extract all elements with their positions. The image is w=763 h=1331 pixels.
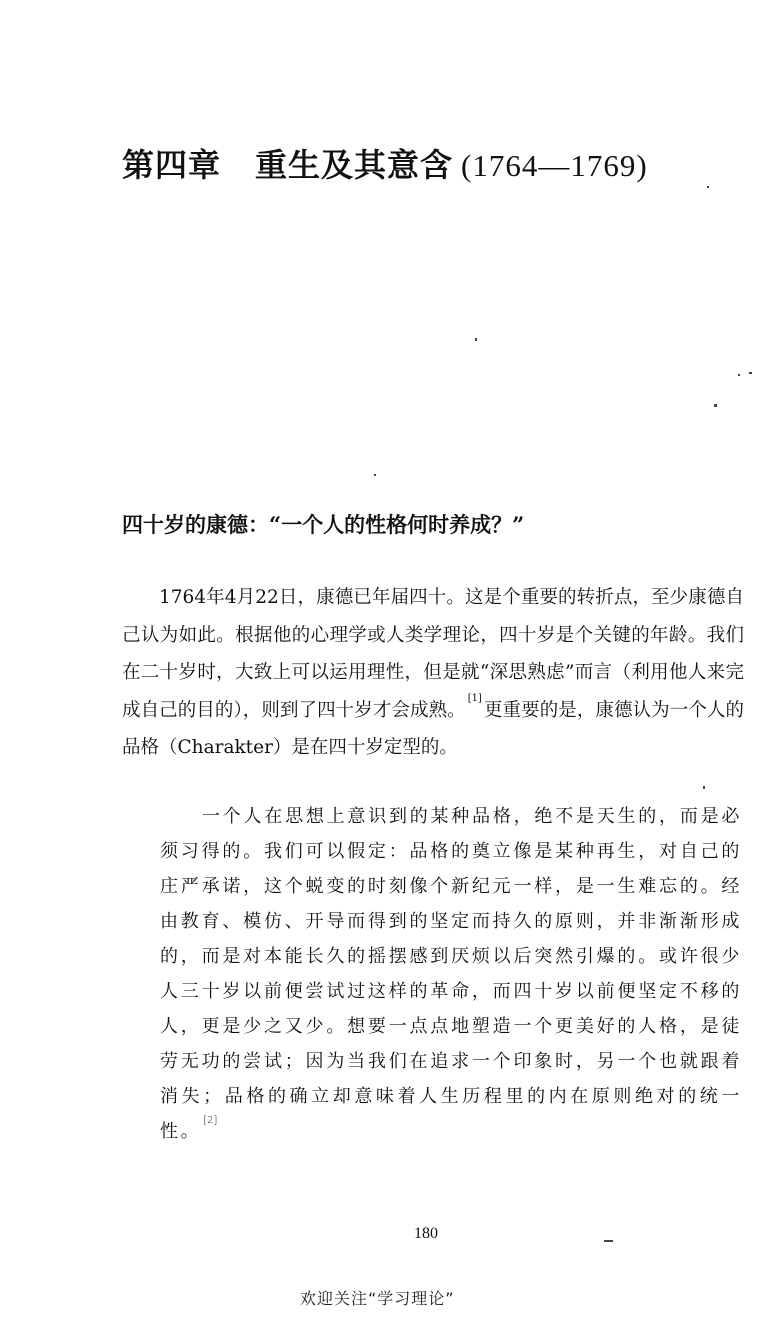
scan-speck [749, 372, 752, 374]
footnote-ref-1[interactable]: [1] [467, 692, 482, 704]
chapter-title [122, 140, 648, 186]
section-heading: 四十岁的康德：“一个人的性格何时养成？” [122, 512, 525, 537]
scan-speck [703, 786, 705, 789]
quote-text: 一个人在思想上意识到的某种品格，绝不是天生的，而是必须习得的。我们可以假定：品格的奠立像是某种再生，对自己的庄严承诺，这个蜕变的时刻像个新纪元一样，是一生难忘的。经由教育、模仿、开导而得到的坚定而持久的原则，并非渐渐形成的，而是对本能长久的摇摆感到厌烦以后突然引爆的。或许很少人三十岁以前便尝试过这样的革命，而四十岁以前便坚定不移的人，更是少之又少。想要一点点地塑造一个更美好的人格，是徒劳无功的尝试；因为当我们在追求一个印象时，另一个也就跟着消失；品格的确立却意味着人生历程里的内在原则绝对的统一性。 [160, 806, 742, 1142]
body-paragraph [122, 579, 744, 767]
scan-speck [738, 374, 740, 376]
watermark-text: 欢迎关注“学习理论” [300, 1289, 455, 1308]
footnote-ref-2[interactable]: [2] [203, 1115, 218, 1126]
scan-speck [714, 404, 717, 407]
page-number: 180 [414, 1225, 438, 1242]
paragraph-text-part1: 1764年4月22日，康德已年届四十。这是个重要的转折点，至少康德自己认为如此。根据他的心理学或人类学理论，四十岁是个关键的年龄。我们在二十岁时，大致上可以运用理性，但是就“深思熟虑”而言（利用他人来完成自己的目的），则到了四十岁才会成熟。 [122, 587, 744, 721]
scan-speck [604, 1240, 613, 1242]
chapter-name: 重生及其意含 [255, 146, 454, 184]
chapter-years: (1764—1769) [461, 148, 648, 183]
scan-speck [707, 186, 709, 188]
paragraph-text-part2: 更重要的是，康德认为一个人的品格（Charakter）是在四十岁定型的。 [122, 699, 744, 758]
chapter-number: 第四章 [122, 146, 222, 184]
block-quote [160, 799, 742, 1149]
scan-speck [374, 474, 376, 476]
scan-speck [475, 338, 477, 341]
